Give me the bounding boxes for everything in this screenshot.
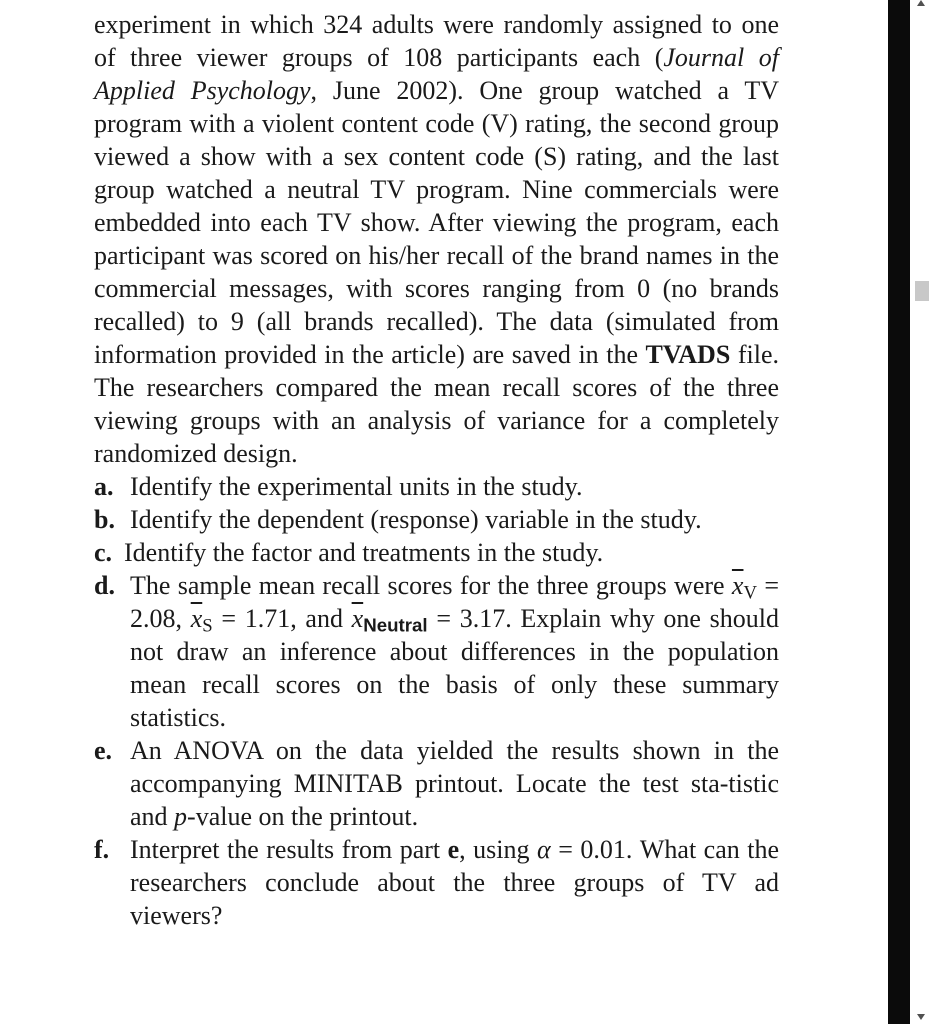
intro-text-3: file. The researchers compared the mean recall scores of the three viewing groups with an analysis of variance for a completely randomized design. — [94, 340, 779, 468]
subscript-s: S — [202, 615, 213, 637]
question-f — [94, 833, 779, 932]
mean-neutral-value: = 3.17. Explain why one should not draw an inference about differences in the population mean recall scores on the basis of only these summary statistics. — [130, 604, 779, 732]
mean-v-value: = 2.08, — [130, 571, 779, 633]
question-text: Identify the factor and treatments in the study. — [124, 538, 604, 567]
p-symbol: p — [174, 802, 188, 831]
mean-s-value: = 1.71, and — [212, 604, 352, 633]
alpha-symbol: α — [537, 835, 551, 864]
question-text: An ANOVA on the data yielded the results shown in the accompanying MINITAB printout. Locate the test sta-tistic and — [130, 736, 779, 831]
subscript-v: V — [743, 582, 757, 604]
subscript-neutral: Neutral — [363, 614, 428, 636]
question-text-end: = 0.01. What can the researchers conclude about the three groups of TV ad viewers? — [130, 835, 780, 930]
intro-text-1: experiment in which 324 adults were randomly assigned to one of three viewer groups of 108 participants each ( — [94, 10, 779, 72]
question-text: The sample mean recall scores for the three groups were — [130, 571, 732, 600]
question-b — [94, 503, 779, 536]
scroll-up-arrow-icon[interactable] — [917, 0, 925, 6]
question-text-end: -value on the printout. — [187, 802, 419, 831]
intro-text-2: , June 2002). One group watched a TV program with a violent content code (V) rating, the second group viewed a show with a sex content code (S) rating, and the last group watched a neutral TV program. Nine commercials were embedded into each TV show. After viewing the program, each participant was scored on his/her recall of the brand names in the commercial messages, with scores ranging from 0 (no brands recalled) to 9 (all brands recalled). The data (simulated from information provided in the article) are saved in the — [94, 76, 779, 369]
xbar-symbol: $\overline{x}$ — [731, 571, 744, 600]
scroll-down-arrow-icon[interactable] — [917, 1014, 925, 1020]
xbar-symbol: $\overline{x}$ — [190, 604, 203, 633]
part-reference: e — [447, 835, 460, 864]
question-letter: e. — [94, 736, 113, 765]
question-letter: f. — [94, 835, 110, 864]
question-letter: b. — [94, 505, 115, 534]
scrollbar-thumb[interactable] — [915, 281, 929, 301]
question-c — [94, 536, 779, 569]
question-letter: d. — [94, 571, 115, 600]
question-text-mid: , using — [459, 835, 538, 864]
xbar-symbol: $\overline{x}$ — [351, 604, 364, 633]
vertical-scrollbar[interactable] — [888, 0, 933, 1024]
exercise-text — [94, 8, 779, 932]
question-e — [94, 734, 779, 833]
question-text: Identify the dependent (response) variable in the study. — [130, 505, 702, 534]
question-d — [94, 569, 779, 734]
journal-title: Journal of Applied Psychology — [94, 43, 779, 105]
data-file-name: TVADS — [645, 340, 731, 369]
exercise-intro — [94, 8, 779, 470]
question-a — [94, 470, 779, 503]
question-letter: c. — [94, 538, 113, 567]
question-text: Identify the experimental units in the study. — [130, 472, 583, 501]
question-text: Interpret the results from part — [130, 835, 448, 864]
question-letter: a. — [94, 472, 114, 501]
scrollbar-track[interactable] — [888, 0, 910, 1024]
